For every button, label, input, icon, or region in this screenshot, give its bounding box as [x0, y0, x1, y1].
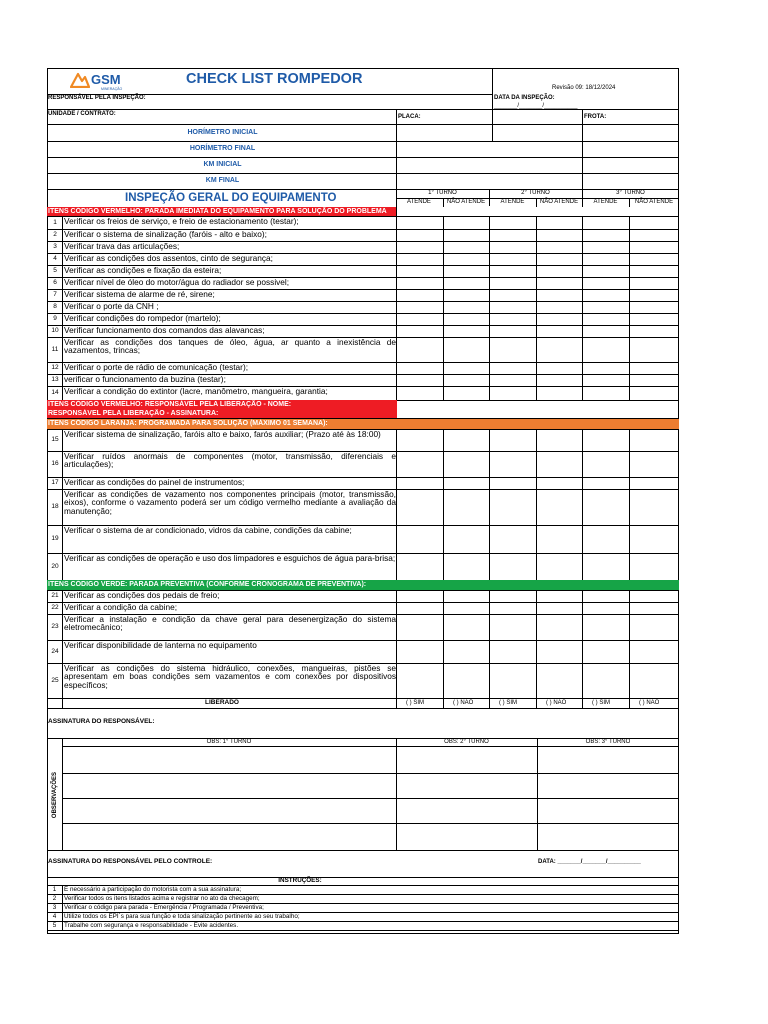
atende-cell-turno-2[interactable]	[489, 362, 536, 374]
document-title: CHECK LIST ROMPEDOR	[186, 71, 363, 87]
item-number: 6	[53, 279, 57, 286]
nao-atende-cell-turno-1[interactable]	[443, 386, 489, 400]
atende-cell-turno-1[interactable]	[396, 602, 443, 614]
atende-cell-turno-3[interactable]	[582, 477, 629, 489]
nao-atende-cell-turno-1[interactable]	[443, 429, 489, 451]
assinatura-controle-label: ASSINATURA DO RESPONSÁVEL PELO CONTROLE:	[48, 858, 213, 865]
atende-cell-turno-1[interactable]	[396, 265, 443, 277]
item-text: Verificar condições do rompedor (martelo);	[64, 313, 221, 323]
atende-cell-turno-1[interactable]	[396, 489, 443, 525]
item-number: 7	[53, 291, 57, 298]
atende-cell-turno-1[interactable]	[396, 386, 443, 400]
nao-atende-cell-turno-1[interactable]	[443, 553, 489, 580]
atende-cell-turno-1[interactable]	[396, 477, 443, 489]
liberado-nao-turno-1[interactable]: ( ) NÃO	[453, 700, 474, 706]
inspection-title: INSPEÇÃO GERAL DO EQUIPAMENTO	[125, 192, 337, 204]
nao-atende-cell-turno-1[interactable]	[443, 337, 489, 362]
atende-cell-turno-2[interactable]	[489, 253, 536, 265]
atende-cell-turno-1[interactable]	[396, 313, 443, 325]
unidade-contrato-label: UNIDADE / CONTRATO:	[48, 111, 116, 117]
item-number: 18	[51, 503, 59, 510]
nao-atende-cell-turno-1[interactable]	[443, 325, 489, 337]
item-number: 11	[51, 345, 59, 353]
atende-cell-turno-1[interactable]	[396, 362, 443, 374]
turno-2-header: 2° TURNO	[521, 190, 550, 196]
atende-cell-turno-1[interactable]	[396, 525, 443, 553]
item-text: Verificar as condições de operação e uso dos limpadores e esguichos de água para-brisa;	[64, 553, 396, 563]
nao-atende-cell-turno-1[interactable]	[443, 477, 489, 489]
nao-atende-cell-turno-3[interactable]	[629, 265, 679, 277]
horimetro-final-label: HORÍMETRO FINAL	[189, 145, 256, 152]
item-text: Verificar o porte de rádio de comunicação (testar);	[64, 362, 249, 372]
nao-atende-cell-turno-1[interactable]	[443, 301, 489, 313]
item-text: Verificar o sistema de ar condicionado, vidros da cabine, condições da cabine;	[64, 525, 352, 535]
item-number: 8	[53, 303, 57, 310]
nao-atende-cell-turno-2[interactable]	[536, 525, 582, 553]
atende-cell-turno-2[interactable]	[489, 386, 536, 400]
nao-atende-cell-turno-2[interactable]	[536, 337, 582, 362]
item-text: Verificar sistema de alarme de ré, sirene;	[64, 289, 215, 299]
atende-cell-turno-2[interactable]	[489, 325, 536, 337]
nao-atende-cell-turno-2[interactable]	[536, 663, 582, 698]
atende-header-1: ATENDE	[407, 199, 431, 205]
instrucao-text: É necessário a participação do motorista com a sua assinatura;	[64, 886, 242, 893]
nao-atende-header-3: NÃO ATENDE	[634, 199, 674, 205]
nao-atende-cell-turno-3[interactable]	[629, 525, 679, 553]
nao-atende-cell-turno-2[interactable]	[536, 614, 582, 640]
item-number: 25	[51, 676, 59, 684]
nao-atende-cell-turno-1[interactable]	[443, 253, 489, 265]
atende-cell-turno-3[interactable]	[582, 277, 629, 289]
atende-cell-turno-3[interactable]	[582, 640, 629, 663]
nao-atende-cell-turno-3[interactable]	[629, 489, 679, 525]
orange-code-header: ITENS CÓDIGO LARANJA: PROGRAMADA PARA SOLUÇÃO (MÁXIMO 01 SEMANA):	[47, 419, 679, 429]
item-number: 20	[51, 562, 59, 570]
atende-cell-turno-3[interactable]	[582, 301, 629, 313]
nao-atende-header-1: NÃO ATENDE	[446, 199, 486, 205]
nao-atende-cell-turno-1[interactable]	[443, 362, 489, 374]
turno-3-header: 3° TURNO	[616, 190, 645, 196]
company-logo	[70, 72, 130, 94]
nao-atende-cell-turno-3[interactable]	[629, 374, 679, 386]
atende-cell-turno-2[interactable]	[489, 277, 536, 289]
nao-atende-cell-turno-1[interactable]	[443, 229, 489, 241]
nao-atende-cell-turno-1[interactable]	[443, 289, 489, 301]
atende-cell-turno-3[interactable]	[582, 602, 629, 614]
atende-cell-turno-1[interactable]	[396, 374, 443, 386]
atende-cell-turno-3[interactable]	[582, 362, 629, 374]
atende-cell-turno-2[interactable]	[489, 602, 536, 614]
item-number: 9	[53, 315, 57, 322]
instrucoes-title: INSTRUÇÕES:	[278, 877, 322, 884]
atende-cell-turno-2[interactable]	[489, 429, 536, 451]
item-number: 2	[53, 231, 57, 238]
atende-header-2: ATENDE	[500, 199, 525, 205]
item-text: Verificar o porte da CNH ;	[64, 301, 159, 311]
atende-cell-turno-1[interactable]	[396, 241, 443, 253]
nao-atende-cell-turno-3[interactable]	[629, 362, 679, 374]
km-final-label: KM FINAL	[205, 177, 240, 184]
nao-atende-cell-turno-2[interactable]	[536, 289, 582, 301]
logo-text: GSM	[91, 72, 121, 87]
item-number: 17	[51, 479, 59, 486]
atende-cell-turno-2[interactable]	[489, 640, 536, 663]
instrucao-number: 2	[52, 895, 57, 902]
item-number: 19	[51, 535, 59, 542]
nao-atende-cell-turno-3[interactable]	[629, 663, 679, 698]
atende-cell-turno-2[interactable]	[489, 477, 536, 489]
atende-cell-turno-1[interactable]	[396, 325, 443, 337]
atende-cell-turno-3[interactable]	[582, 325, 629, 337]
item-number: 4	[53, 255, 57, 262]
nao-atende-cell-turno-3[interactable]	[629, 313, 679, 325]
nao-atende-cell-turno-2[interactable]	[536, 374, 582, 386]
nao-atende-cell-turno-2[interactable]	[536, 386, 582, 400]
nao-atende-cell-turno-2[interactable]	[536, 229, 582, 241]
instrucao-text: Trabalhe com segurança e responsabilidade - Evite acidentes.	[64, 922, 239, 929]
nao-atende-cell-turno-1[interactable]	[443, 602, 489, 614]
nao-atende-cell-turno-1[interactable]	[443, 590, 489, 602]
frota-label: FROTA:	[584, 114, 607, 120]
nao-atende-cell-turno-2[interactable]	[536, 602, 582, 614]
horimetro-inicial-label: HORÍMETRO INICIAL	[187, 129, 258, 136]
green-code-header: ITENS CÓDIGO VERDE: PARADA PREVENTIVA (CONFORME CRONOGRAMA DE PREVENTIVA):	[47, 580, 679, 590]
atende-cell-turno-2[interactable]	[489, 525, 536, 553]
obs-turno-3-label: OBS: 3° TURNO	[585, 739, 631, 745]
item-number: 10	[51, 327, 59, 334]
atende-cell-turno-3[interactable]	[582, 614, 629, 640]
nao-atende-cell-turno-3[interactable]	[629, 337, 679, 362]
atende-cell-turno-2[interactable]	[489, 301, 536, 313]
atende-cell-turno-2[interactable]	[489, 489, 536, 525]
nao-atende-cell-turno-2[interactable]	[536, 241, 582, 253]
atende-cell-turno-3[interactable]	[582, 313, 629, 325]
atende-cell-turno-3[interactable]	[582, 429, 629, 451]
atende-cell-turno-1[interactable]	[396, 451, 443, 477]
liberado-label: LIBERADO	[205, 699, 239, 706]
item-text: Verificar o sistema de sinalização (faróis - alto e baixo);	[64, 229, 267, 239]
atende-cell-turno-3[interactable]	[582, 229, 629, 241]
atende-cell-turno-2[interactable]	[489, 663, 536, 698]
revision-text: Revisão 09: 18/12/2024	[552, 85, 616, 91]
item-text: Verificar as condições e fixação da esteira;	[64, 265, 222, 275]
nao-atende-cell-turno-3[interactable]	[629, 289, 679, 301]
nao-atende-cell-turno-3[interactable]	[629, 241, 679, 253]
nao-atende-cell-turno-1[interactable]	[443, 241, 489, 253]
atende-cell-turno-3[interactable]	[582, 386, 629, 400]
item-text: Verificar a condição da cabine;	[64, 602, 178, 612]
item-text: Verificar funcionamento dos comandos das alavancas;	[64, 325, 265, 335]
item-number: 16	[51, 460, 59, 467]
atende-cell-turno-1[interactable]	[396, 337, 443, 362]
red-code-header: ITENS CÓDIGO VERMELHO: PARADA IMEDIATA DO EQUIPAMENTO PARA SOLUÇÃO DO PROBLEMA	[47, 207, 397, 216]
nao-atende-cell-turno-2[interactable]	[536, 429, 582, 451]
item-number: 22	[51, 604, 59, 611]
nao-atende-cell-turno-2[interactable]	[536, 265, 582, 277]
nao-atende-cell-turno-3[interactable]	[629, 590, 679, 602]
atende-cell-turno-2[interactable]	[489, 553, 536, 580]
item-number: 3	[53, 243, 57, 250]
nao-atende-cell-turno-1[interactable]	[443, 489, 489, 525]
atende-cell-turno-3[interactable]	[582, 265, 629, 277]
item-number: 14	[51, 389, 59, 396]
nao-atende-cell-turno-1[interactable]	[443, 640, 489, 663]
atende-cell-turno-3[interactable]	[582, 525, 629, 553]
nao-atende-cell-turno-1[interactable]	[443, 374, 489, 386]
logo-subtext: MINERAÇÃO	[101, 87, 123, 91]
item-text: Verificar trava das articulações;	[64, 241, 180, 251]
nao-atende-cell-turno-2[interactable]	[536, 590, 582, 602]
item-text: Verificar ruídos anormais de componentes (motor, transmissão, diferenciais e articulações);	[64, 451, 396, 470]
atende-cell-turno-2[interactable]	[489, 265, 536, 277]
item-text: Verificar nível de óleo do motor/água do radiador se possivel;	[64, 277, 290, 287]
item-text: Verificar sistema de sinalização, faróis alto e baixo, farós auxiliar; (Prazo até às 18:00)	[64, 429, 381, 439]
atende-cell-turno-1[interactable]	[396, 277, 443, 289]
atende-cell-turno-1[interactable]	[396, 289, 443, 301]
red-liberacao-assinatura: RESPONSÁVEL PELA LIBERAÇÃO - ASSINATURA:	[47, 409, 397, 418]
item-text: Verificar a instalação e condição da chave geral para desenergização do sistema eletromecânico;	[64, 614, 396, 633]
nao-atende-cell-turno-3[interactable]	[629, 229, 679, 241]
nao-atende-cell-turno-1[interactable]	[443, 265, 489, 277]
atende-header-3: ATENDE	[593, 199, 618, 205]
km-inicial-label: KM INICIAL	[203, 161, 242, 168]
atende-cell-turno-3[interactable]	[582, 553, 629, 580]
atende-cell-turno-1[interactable]	[396, 253, 443, 265]
item-text: Verificar os freios de serviço, e freio de estacionamento (testar);	[64, 216, 299, 226]
nao-atende-cell-turno-2[interactable]	[536, 301, 582, 313]
atende-cell-turno-3[interactable]	[582, 337, 629, 362]
item-text: Verificar as condições do sistema hidráulico, conexões, mangueiras, pistões se apresentam em boas condições sem vazamentos e com conexões por dispositivos específicos;	[64, 663, 396, 690]
atende-cell-turno-2[interactable]	[489, 451, 536, 477]
atende-cell-turno-1[interactable]	[396, 590, 443, 602]
item-number: 21	[51, 592, 59, 599]
liberado-sim-turno-2[interactable]: ( ) SIM	[499, 700, 517, 706]
atende-cell-turno-1[interactable]	[396, 216, 443, 229]
atende-cell-turno-3[interactable]	[582, 451, 629, 477]
nao-atende-cell-turno-3[interactable]	[629, 602, 679, 614]
atende-cell-turno-3[interactable]	[582, 489, 629, 525]
item-text: Verificar as condições dos tanques de óleo, água, ar quanto a inexistência de vazamentos, trincas;	[64, 337, 396, 356]
atende-cell-turno-1[interactable]	[396, 663, 443, 698]
liberado-sim-turno-3[interactable]: ( ) SIM	[592, 700, 610, 706]
atende-cell-turno-3[interactable]	[582, 374, 629, 386]
atende-cell-turno-2[interactable]	[489, 614, 536, 640]
data-inspecao-blank[interactable]: _______/_______/__________	[494, 103, 578, 109]
obs-turno-1-label: OBS: 1° TURNO	[206, 739, 252, 745]
nao-atende-cell-turno-3[interactable]	[629, 386, 679, 400]
atende-cell-turno-3[interactable]	[582, 663, 629, 698]
atende-cell-turno-2[interactable]	[489, 216, 536, 229]
nao-atende-cell-turno-2[interactable]	[536, 325, 582, 337]
instrucao-number: 5	[52, 922, 57, 929]
atende-cell-turno-1[interactable]	[396, 229, 443, 241]
nao-atende-cell-turno-2[interactable]	[536, 477, 582, 489]
item-text: Verificar as condições dos assentos, cinto de segurança;	[64, 253, 273, 263]
item-text: Verificar as condições dos pedais de freio;	[64, 590, 220, 600]
nao-atende-cell-turno-3[interactable]	[629, 553, 679, 580]
liberado-nao-turno-3[interactable]: ( ) NÃO	[639, 700, 660, 706]
nao-atende-cell-turno-1[interactable]	[443, 451, 489, 477]
atende-cell-turno-3[interactable]	[582, 253, 629, 265]
atende-cell-turno-2[interactable]	[489, 313, 536, 325]
item-text: Verificar as condições de vazamento nos componentes principais (motor, transmissão, eixos), conforme o vazamento poderá ser um código vermelho mediante a avaliação da manutenção;	[64, 489, 396, 516]
atende-cell-turno-2[interactable]	[489, 289, 536, 301]
red-liberacao-nome: ITENS CÓDIGO VERMELHO: RESPONSÁVEL PELA LIBERAÇÃO - NOME:	[47, 400, 397, 409]
nao-atende-cell-turno-2[interactable]	[536, 362, 582, 374]
nao-atende-cell-turno-3[interactable]	[629, 301, 679, 313]
nao-atende-cell-turno-1[interactable]	[443, 663, 489, 698]
placa-label: PLACA:	[398, 114, 421, 120]
nao-atende-cell-turno-2[interactable]	[536, 216, 582, 229]
instrucao-text: Verificar o código para parada - Emergência / Programada / Preventiva;	[64, 904, 264, 911]
item-text: Verificar a condição do extintor (lacre, manômetro, mangueira, garantia;	[64, 386, 328, 396]
item-number: 23	[51, 623, 59, 630]
atende-cell-turno-1[interactable]	[396, 301, 443, 313]
nao-atende-cell-turno-3[interactable]	[629, 451, 679, 477]
nao-atende-cell-turno-3[interactable]	[629, 429, 679, 451]
atende-cell-turno-2[interactable]	[489, 241, 536, 253]
obs-turno-2-label: OBS: 2° TURNO	[444, 739, 489, 745]
instrucao-text: Utilize todos os EPI´s para sua função e toda sinalização pertinente ao seu trabalho;	[64, 913, 300, 920]
item-number: 24	[51, 647, 59, 655]
nao-atende-cell-turno-3[interactable]	[629, 277, 679, 289]
nao-atende-cell-turno-3[interactable]	[629, 477, 679, 489]
atende-cell-turno-2[interactable]	[489, 590, 536, 602]
liberado-nao-turno-2[interactable]: ( ) NÃO	[546, 700, 567, 706]
atende-cell-turno-2[interactable]	[489, 229, 536, 241]
nao-atende-cell-turno-2[interactable]	[536, 277, 582, 289]
turno-1-header: 1° TURNO	[428, 190, 457, 196]
item-text: Verificar as condições do painel de instrumentos;	[64, 477, 245, 487]
controle-data-field[interactable]: DATA: _______/_______/__________	[538, 859, 641, 865]
atende-cell-turno-1[interactable]	[396, 640, 443, 663]
nao-atende-cell-turno-2[interactable]	[536, 640, 582, 663]
nao-atende-cell-turno-1[interactable]	[443, 216, 489, 229]
item-number: 15	[51, 436, 59, 443]
responsavel-inspecao-label: RESPONSÁVEL PELA INSPEÇÃO:	[48, 95, 146, 101]
observacoes-side-label: OBSERVAÇÕES	[52, 771, 58, 819]
atende-cell-turno-3[interactable]	[582, 216, 629, 229]
assinatura-responsavel-label: ASSINATURA DO RESPONSÁVEL:	[48, 718, 155, 725]
nao-atende-cell-turno-3[interactable]	[629, 216, 679, 229]
nao-atende-cell-turno-2[interactable]	[536, 313, 582, 325]
logo-mountain-icon	[70, 72, 90, 88]
nao-atende-header-2: NÃO ATENDE	[539, 199, 579, 205]
nao-atende-cell-turno-3[interactable]	[629, 325, 679, 337]
atende-cell-turno-1[interactable]	[396, 614, 443, 640]
liberado-sim-turno-1[interactable]: ( ) SIM	[406, 700, 424, 706]
atende-cell-turno-2[interactable]	[489, 337, 536, 362]
nao-atende-cell-turno-2[interactable]	[536, 553, 582, 580]
atende-cell-turno-2[interactable]	[489, 374, 536, 386]
atende-cell-turno-3[interactable]	[582, 241, 629, 253]
atende-cell-turno-3[interactable]	[582, 289, 629, 301]
nao-atende-cell-turno-1[interactable]	[443, 614, 489, 640]
nao-atende-cell-turno-2[interactable]	[536, 489, 582, 525]
item-number: 13	[51, 376, 59, 383]
item-text: verificar o funcionamento da buzina (testar);	[64, 374, 226, 384]
item-text: Verificar disponibilidade de lanterna no equipamento	[64, 640, 257, 650]
instrucao-number: 1	[52, 886, 57, 893]
data-inspecao-label: DATA DA INSPEÇÃO:	[494, 95, 555, 101]
nao-atende-cell-turno-1[interactable]	[443, 277, 489, 289]
nao-atende-cell-turno-2[interactable]	[536, 253, 582, 265]
nao-atende-cell-turno-2[interactable]	[536, 451, 582, 477]
item-number: 1	[53, 218, 57, 226]
nao-atende-cell-turno-1[interactable]	[443, 313, 489, 325]
instrucao-number: 4	[52, 913, 57, 920]
atende-cell-turno-1[interactable]	[396, 553, 443, 580]
nao-atende-cell-turno-1[interactable]	[443, 525, 489, 553]
atende-cell-turno-1[interactable]	[396, 429, 443, 451]
item-number: 12	[51, 364, 59, 371]
nao-atende-cell-turno-3[interactable]	[629, 640, 679, 663]
item-number: 5	[53, 267, 57, 274]
nao-atende-cell-turno-3[interactable]	[629, 253, 679, 265]
instrucao-text: Verificar todos os itens listados acima e registrar no ato da checagem;	[64, 895, 260, 902]
nao-atende-cell-turno-3[interactable]	[629, 614, 679, 640]
atende-cell-turno-3[interactable]	[582, 590, 629, 602]
instrucao-number: 3	[52, 904, 57, 911]
